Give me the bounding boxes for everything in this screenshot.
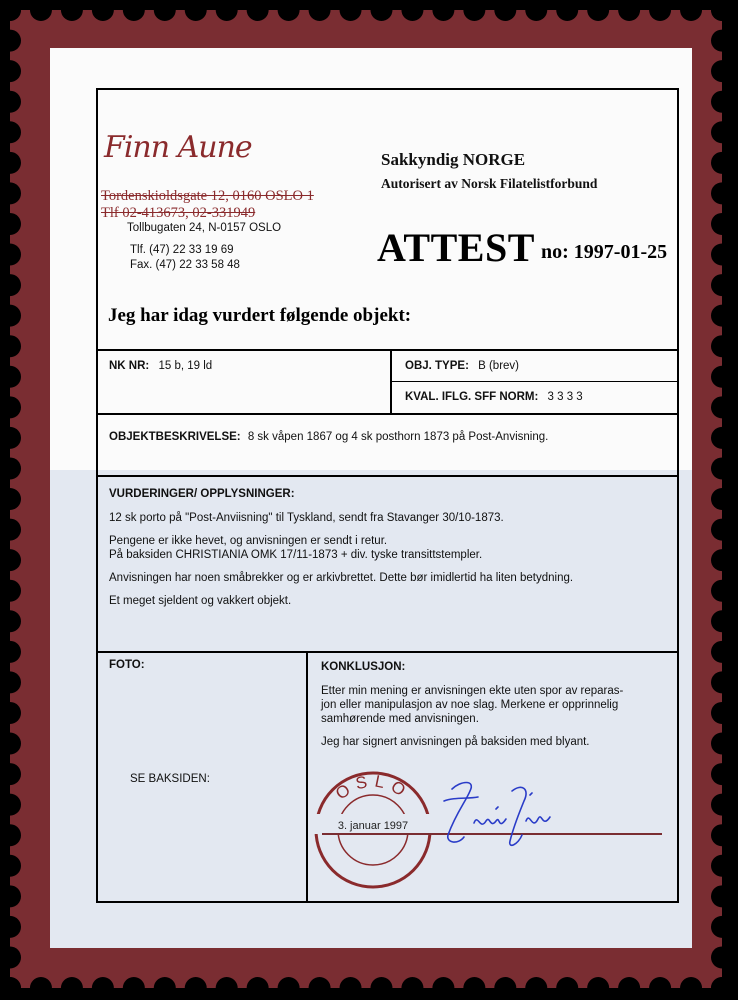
kval-value: 3 3 3 3	[547, 391, 583, 403]
divider-top	[96, 349, 679, 351]
divider-fields-inner	[391, 381, 679, 382]
assessment-line-4: Anvisningen har noen småbrekker og er arkivbrettet. Dette bør imidlertid ha liten betydning.	[109, 572, 574, 584]
phone: Tlf. (47) 22 33 19 69	[130, 244, 234, 256]
postmark-city: OSLO	[332, 771, 414, 804]
handwritten-signature	[438, 775, 558, 855]
photo-note: SE BAKSIDEN:	[130, 773, 210, 785]
conclusion-line-2: jon eller manipulasjon av noe slag. Merkene er opprinnelig	[321, 699, 619, 711]
desc-label: OBJEKTBESKRIVELSE:	[109, 431, 241, 443]
logo-finn-aune: Finn Aune	[104, 130, 252, 165]
conclusion-line-1: Etter min mening er anvisningen ekte uten spor av reparas-	[321, 685, 624, 697]
old-address-line2: Tlf 02-413673, 02-331949	[101, 205, 256, 221]
assessment-line-1: 12 sk porto på "Post-Anviisning" til Tyskland, sendt fra Stavanger 30/10-1873.	[109, 512, 504, 524]
attest-heading: ATTEST	[377, 225, 535, 270]
objtype-label: OBJ. TYPE:	[405, 360, 469, 372]
expert-title: Sakkyndig NORGE	[381, 150, 526, 169]
assessment-label: VURDERINGER/ OPPLYSNINGER:	[109, 488, 295, 500]
divider-bottom-section	[96, 651, 679, 653]
assessment-line-5: Et meget sjeldent og vakkert objekt.	[109, 595, 292, 607]
conclusion-label: KONKLUSJON:	[321, 661, 406, 673]
objtype-value: B (brev)	[478, 360, 520, 372]
nk-label: NK NR:	[109, 360, 150, 372]
photo-label: FOTO:	[109, 659, 145, 671]
conclusion-line-4: Jeg har signert anvisningen på baksiden med blyant.	[321, 736, 590, 748]
assessment-line-2: Pengene er ikke hevet, og anvisningen er sendt i retur.	[109, 535, 388, 547]
postmark-date: 3. januar 1997	[337, 820, 409, 832]
intro-text: Jeg har idag vurdert følgende objekt:	[108, 305, 412, 326]
divider-vertical-fields	[390, 350, 392, 414]
nk-value: 15 b, 19 ld	[158, 360, 213, 372]
conclusion-line-3: samhørende med anvisningen.	[321, 713, 479, 725]
desc-value: 8 sk våpen 1867 og 4 sk posthorn 1873 på Post-Anvisning.	[247, 431, 549, 443]
divider-desc-top	[96, 413, 679, 415]
address: Tollbugaten 24, N-0157 OSLO	[127, 222, 282, 234]
attest-number: no: 1997-01-25	[541, 241, 668, 263]
divider-assessment-top	[96, 475, 679, 477]
kval-label: KVAL. IFLG. SFF NORM:	[405, 391, 539, 403]
old-address-line1: Tordenskioldsgate 12, 0160 OSLO 1	[101, 188, 314, 204]
assessment-line-3: På baksiden CHRISTIANIA OMK 17/11-1873 + div. tyske transittstempler.	[109, 549, 483, 561]
expert-subtitle: Autorisert av Norsk Filatelistforbund	[381, 176, 598, 191]
fax: Fax. (47) 22 33 58 48	[130, 259, 240, 271]
